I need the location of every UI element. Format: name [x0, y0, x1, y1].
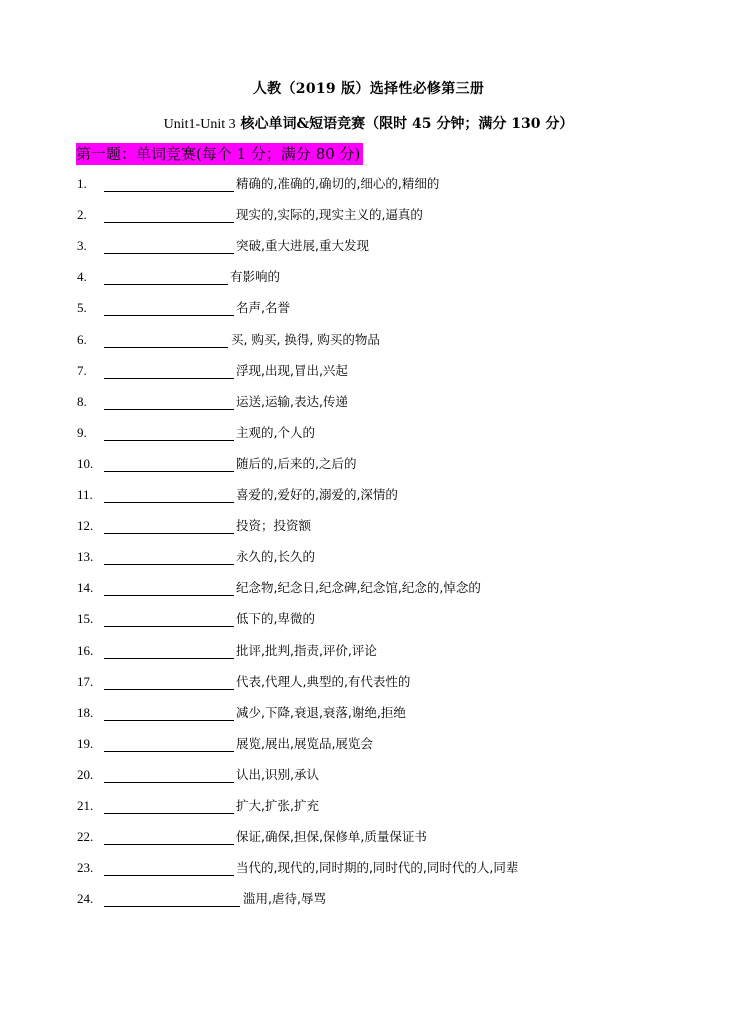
list-item [0, 576, 737, 600]
list-item [0, 452, 737, 476]
answer-blank[interactable] [104, 222, 234, 223]
item-meaning: 代表,代理人,典型的,有代表性的 [236, 673, 411, 689]
item-meaning: 展览,展出,展览品,展览会 [236, 735, 373, 751]
item-number: 11. [77, 487, 93, 502]
item-number: 24. [77, 891, 94, 907]
list-item [0, 639, 737, 663]
item-meaning: 当代的,现代的,同时期的,同时代的,同时代的人,同辈 [236, 860, 519, 876]
item-number: 1. [77, 176, 87, 191]
answer-blank[interactable] [104, 315, 234, 316]
answer-blank[interactable] [104, 595, 234, 596]
list-item [0, 390, 737, 414]
page-subtitle [0, 113, 737, 133]
answer-blank[interactable] [104, 689, 234, 690]
list-item [0, 421, 737, 445]
item-number: 6. [77, 331, 87, 347]
item-meaning: 减少,下降,衰退,衰落,谢绝,拒绝 [236, 704, 406, 720]
answer-blank[interactable] [104, 844, 234, 845]
item-meaning: 滥用,虐待,辱骂 [243, 891, 326, 907]
list-item [0, 670, 737, 694]
item-meaning: 喜爱的,爱好的,溺爱的,深情的 [236, 487, 398, 502]
list-item [0, 887, 737, 911]
list-item [0, 701, 737, 725]
item-number: 18. [77, 704, 94, 720]
item-meaning: 保证,确保,担保,保修单,质量保证书 [236, 829, 427, 845]
item-number: 2. [77, 207, 87, 223]
list-item [0, 234, 737, 258]
item-number: 13. [77, 549, 94, 565]
section-heading-word-contest: 第一题：单词竞赛(每个 1 分；满分 80 分) [76, 143, 363, 165]
item-number: 4. [77, 269, 87, 285]
list-item [0, 359, 737, 383]
item-number: 10. [77, 455, 94, 471]
item-number: 23. [77, 860, 94, 876]
item-number: 17. [77, 673, 94, 689]
item-number: 12. [77, 518, 94, 534]
item-number: 3. [77, 238, 87, 254]
list-item [0, 296, 737, 320]
item-number: 14. [77, 580, 94, 596]
list-item [0, 483, 737, 507]
item-meaning: 突破,重大进展,重大发现 [236, 238, 369, 254]
answer-blank[interactable] [104, 906, 240, 907]
answer-blank[interactable] [104, 626, 234, 627]
item-meaning: 精确的,准确的,确切的,细心的,精细的 [236, 176, 440, 191]
answer-blank[interactable] [104, 284, 228, 285]
list-item [0, 172, 737, 196]
item-meaning: 运送,运输,表达,传递 [236, 393, 348, 409]
list-item [0, 328, 737, 352]
answer-blank[interactable] [104, 533, 234, 534]
answer-blank[interactable] [104, 347, 228, 348]
item-meaning: 纪念物,纪念日,纪念碑,纪念馆,纪念的,悼念的 [236, 580, 481, 596]
list-item [0, 265, 737, 289]
item-meaning: 永久的,长久的 [236, 549, 315, 565]
item-meaning: 浮现,出现,冒出,兴起 [236, 362, 348, 378]
item-number: 9. [77, 424, 87, 440]
item-meaning: 买, 购买, 换得, 购买的物品 [231, 331, 380, 347]
item-number: 20. [77, 766, 94, 782]
item-meaning: 主观的,个人的 [236, 424, 315, 440]
answer-blank[interactable] [104, 813, 234, 814]
list-item [0, 763, 737, 787]
answer-blank[interactable] [104, 720, 234, 721]
answer-blank[interactable] [104, 253, 234, 254]
item-number: 15. [77, 611, 94, 627]
list-item [0, 514, 737, 538]
answer-blank[interactable] [104, 751, 234, 752]
list-item [0, 856, 737, 880]
item-number: 16. [77, 642, 94, 658]
item-number: 8. [77, 393, 87, 409]
item-number: 7. [77, 362, 87, 378]
subtitle-unit-range: Unit1-Unit 3 [163, 117, 236, 132]
list-item [0, 825, 737, 849]
item-meaning: 认出,识别,承认 [236, 766, 319, 782]
item-meaning: 名声,名誉 [236, 300, 290, 316]
answer-blank[interactable] [104, 502, 234, 503]
answer-blank[interactable] [104, 440, 234, 441]
item-number: 5. [77, 300, 87, 316]
item-meaning: 低下的,卑微的 [236, 611, 315, 627]
list-item [0, 607, 737, 631]
answer-blank[interactable] [104, 658, 234, 659]
answer-blank[interactable] [104, 471, 234, 472]
list-item [0, 203, 737, 227]
item-number: 22. [77, 829, 94, 845]
answer-blank[interactable] [104, 378, 234, 379]
item-meaning: 批评,批判,指责,评价,评论 [236, 642, 377, 658]
list-item [0, 794, 737, 818]
answer-blank[interactable] [104, 782, 234, 783]
answer-blank[interactable] [104, 564, 234, 565]
item-number: 21. [77, 798, 94, 813]
list-item [0, 545, 737, 569]
answer-blank[interactable] [104, 875, 234, 876]
answer-blank[interactable] [104, 191, 234, 192]
page-title: 人教（2019 版）选择性必修第三册 [252, 81, 485, 97]
item-meaning: 现实的,实际的,现实主义的,逼真的 [236, 207, 423, 223]
item-meaning: 随后的,后来的,之后的 [236, 455, 357, 471]
item-meaning: 有影响的 [230, 269, 281, 285]
subtitle-contest-info: 核心单词&短语竞赛（限时 45 分钟；满分 130 分） [235, 116, 574, 132]
item-meaning: 扩大,扩张,扩充 [236, 798, 319, 813]
answer-blank[interactable] [104, 409, 234, 410]
item-meaning: 投资；投资额 [236, 518, 312, 534]
list-item [0, 732, 737, 756]
item-number: 19. [77, 735, 94, 751]
